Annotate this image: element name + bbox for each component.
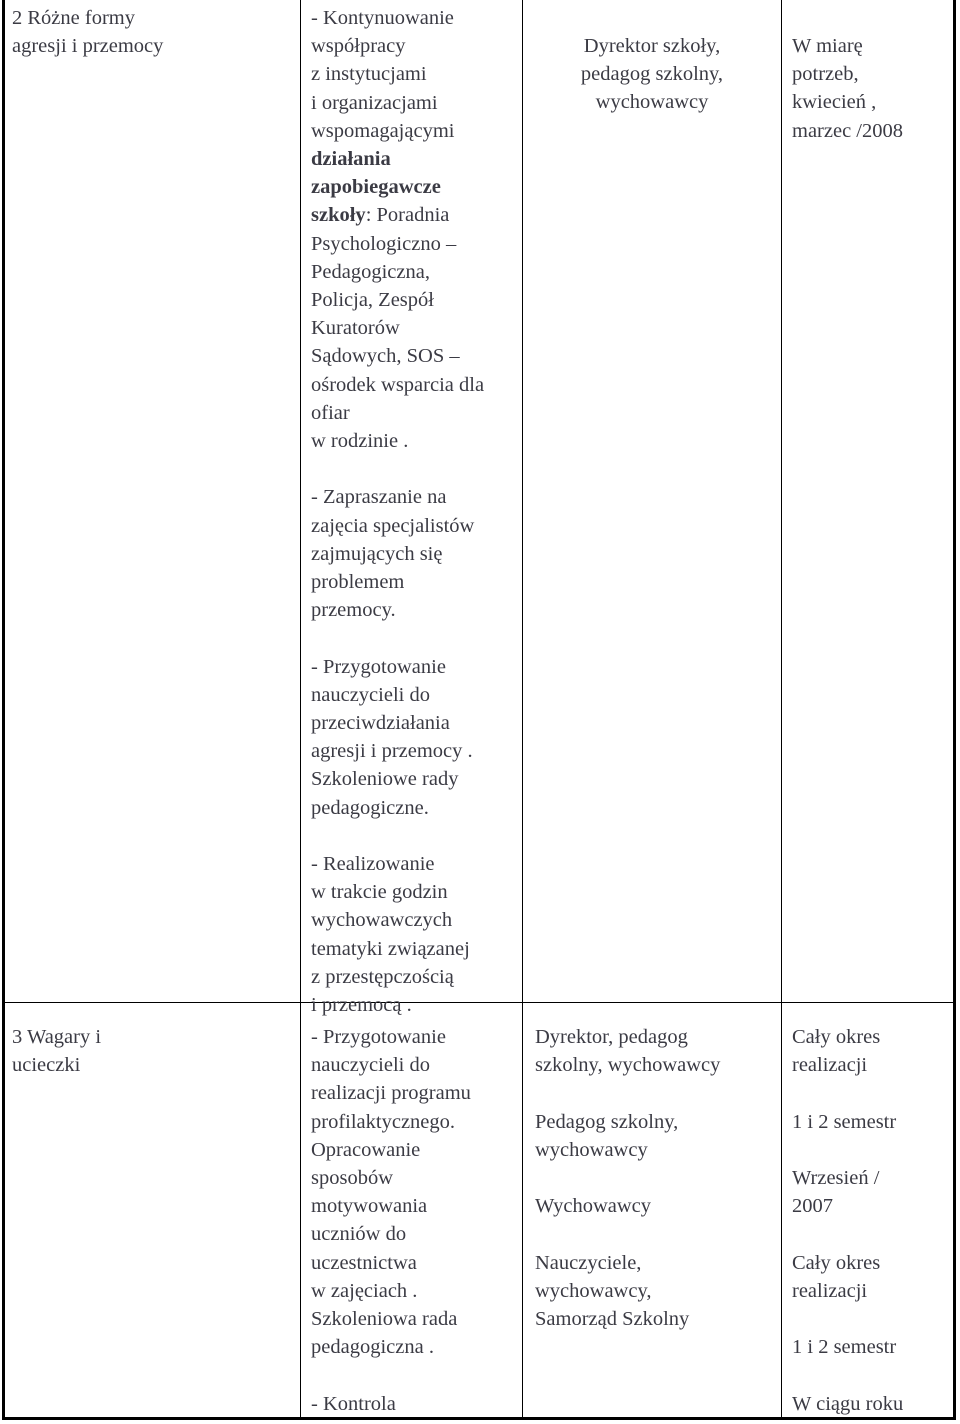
row2-responsible-cell (535, 1023, 779, 1333)
row1-responsible: Dyrektor szkoły, pedagog szkolny, wychowawcy (580, 35, 724, 114)
row1-deadline: W miarę potrzeb, kwiecień , marzec /2008 (792, 35, 903, 142)
row2-deadline-3: Wrzesień / 2007 (792, 1166, 880, 1218)
column-divider (781, 0, 782, 1420)
row2-responsible-2: Pedagog szkolny, wychowawcy (535, 1110, 679, 1161)
row1-action-1-bold: działania zapobiegawcze szkoły (311, 148, 441, 227)
row1-deadline-cell (792, 32, 952, 145)
row2-responsible-4: Nauczyciele, wychowawcy, Samorząd Szkolny (535, 1251, 690, 1330)
row2-responsible-3: Wychowawcy (535, 1195, 652, 1218)
row1-topic-cell (12, 4, 292, 60)
column-divider (522, 0, 523, 1420)
row2-deadline-6: W ciągu roku (792, 1392, 904, 1415)
row2-action-3: Szkoleniowa rada pedagogiczna . (311, 1308, 458, 1359)
row2-responsible-1: Dyrektor, pedagog szkolny, wychowawcy (535, 1026, 721, 1077)
row2-action-2: Opracowanie sposobów motywowania uczniów do uczestnictwa w zajęciach . (311, 1138, 428, 1302)
row2-deadline-5: 1 i 2 semestr (792, 1336, 897, 1359)
row1-action-3: - Przygotowanie nauczycieli do przeciwdziałania agresji i przemocy . Szkoleniowe rady pedagogiczne. (311, 655, 473, 819)
row2-deadline-cell (792, 1023, 952, 1418)
row2-actions-cell (311, 1023, 519, 1418)
row2-deadline-1: Cały okres realizacji (792, 1026, 881, 1077)
row1-responsible-cell (527, 32, 777, 117)
row1-action-2: - Zapraszanie na zajęcia specjalistów zajmujących się problemem przemocy. (311, 486, 475, 622)
row2-action-1: - Przygotowanie nauczycieli do realizacji programu profilaktycznego. (311, 1026, 471, 1133)
row2-topic: 3 Wagary i ucieczki (12, 1026, 102, 1077)
row1-actions-cell (311, 4, 519, 1019)
row1-topic: 2 Różne formy agresji i przemocy (12, 7, 164, 58)
row2-deadline-4: Cały okres realizacji (792, 1251, 881, 1302)
column-divider (300, 0, 301, 1420)
row2-topic-cell (12, 1023, 292, 1079)
row2-deadline-2: 1 i 2 semestr (792, 1110, 897, 1133)
row1-action-1: - Kontynuowanie współpracy z instytucjami i organizacjami wspomagającymi działania zapobiegawcze szkoły: Poradnia Psychologiczno – Pedagogiczna, Policja, Zespół Kuratorów Sądowych, SOS – ośrodek wsparcia dla ofiar w rodzinie . (311, 7, 485, 453)
row2-action-4: - Kontrola (311, 1392, 396, 1415)
row1-action-4: - Realizowanie w trakcie godzin wychowawczych tematyki związanej z przestępczością i przemocą . (311, 853, 470, 1017)
